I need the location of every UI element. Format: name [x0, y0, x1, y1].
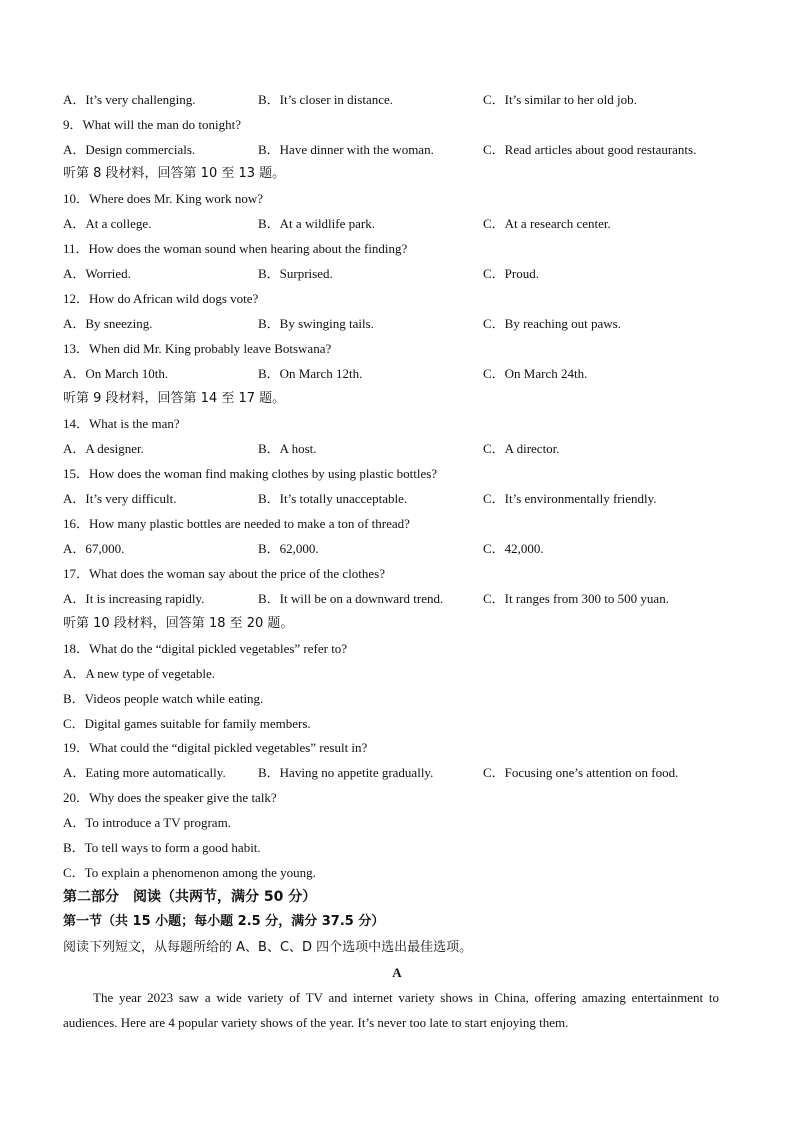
section-10-instruction: 听第 10 段材料，回答第 18 至 20 题。	[63, 616, 294, 631]
part-2-title: 第二部分 阅读（共两节，满分 50 分）	[63, 889, 317, 905]
q8-option-c: C．It’s similar to her old job.	[483, 92, 637, 107]
q15-option-a: A．It’s very difficult.	[63, 491, 177, 506]
q11-option-c: C．Proud.	[483, 266, 539, 281]
section-8-instruction: 听第 8 段材料，回答第 10 至 13 题。	[63, 166, 286, 181]
q16-option-b: B．62,000.	[258, 541, 319, 556]
q15-question: 15．How does the woman find making clothes by using plastic bottles?	[63, 466, 438, 481]
q10-option-b: B．At a wildlife park.	[258, 216, 375, 231]
q16-question: 16．How many plastic bottles are needed to make a ton of thread?	[63, 516, 410, 531]
q9-option-a: A．Design commercials.	[63, 142, 196, 157]
q13-option-c: C．On March 24th.	[483, 366, 588, 381]
q10-question: 10．Where does Mr. King work now?	[63, 191, 264, 206]
q18-option-b: B．Videos people watch while eating.	[63, 691, 264, 706]
q19-option-b: B．Having no appetite gradually.	[258, 765, 434, 780]
q16-option-c: C．42,000.	[483, 541, 544, 556]
section-1-title: 第一节（共 15 小题；每小题 2.5 分，满分 37.5 分）	[63, 914, 385, 929]
q14-question: 14．What is the man?	[63, 416, 180, 431]
q14-option-b: B．A host.	[258, 441, 317, 456]
passage-a-text: The year 2023 saw a wide variety of TV and internet variety shows in China, offering amazing entertainment to audiences. Here are 4 popular variety shows of the year. It’s never too late to start enjoying them.	[63, 990, 719, 1030]
q12-question: 12．How do African wild dogs vote?	[63, 291, 259, 306]
q14-option-a: A．A designer.	[63, 441, 144, 456]
q13-option-a: A．On March 10th.	[63, 366, 169, 381]
q14-option-c: C．A director.	[483, 441, 560, 456]
q9-option-c: C．Read articles about good restaurants.	[483, 142, 697, 157]
q17-question: 17．What does the woman say about the price of the clothes?	[63, 566, 386, 581]
q17-option-c: C．It ranges from 300 to 500 yuan.	[483, 591, 669, 606]
q10-option-a: A．At a college.	[63, 216, 152, 231]
q12-option-c: C．By reaching out paws.	[483, 316, 621, 331]
q12-option-a: A．By sneezing.	[63, 316, 153, 331]
q19-question: 19．What could the “digital pickled vegetables” result in?	[63, 740, 368, 755]
q18-question: 18．What do the “digital pickled vegetables” refer to?	[63, 641, 348, 656]
q13-question: 13．When did Mr. King probably leave Botswana?	[63, 341, 332, 356]
q20-option-b: B．To tell ways to form a good habit.	[63, 840, 261, 855]
q19-option-a: A．Eating more automatically.	[63, 765, 226, 780]
q18-option-a: A．A new type of vegetable.	[63, 666, 215, 681]
q12-option-b: B．By swinging tails.	[258, 316, 374, 331]
passage-label: A	[392, 965, 402, 980]
q10-option-c: C．At a research center.	[483, 216, 611, 231]
section-9-instruction: 听第 9 段材料，回答第 14 至 17 题。	[63, 391, 286, 406]
q17-option-a: A．It is increasing rapidly.	[63, 591, 205, 606]
q11-question: 11．How does the woman sound when hearing about the finding?	[63, 241, 408, 256]
q16-option-a: A．67,000.	[63, 541, 125, 556]
q20-option-c: C．To explain a phenomenon among the young.	[63, 865, 316, 880]
q15-option-b: B．It’s totally unacceptable.	[258, 491, 408, 506]
q11-option-a: A．Worried.	[63, 266, 131, 281]
q19-option-c: C．Focusing one’s attention on food.	[483, 765, 679, 780]
q9-question: 9．What will the man do tonight?	[63, 117, 241, 132]
q8-option-b: B．It’s closer in distance.	[258, 92, 394, 107]
q9-option-b: B．Have dinner with the woman.	[258, 142, 434, 157]
q15-option-c: C．It’s environmentally friendly.	[483, 491, 657, 506]
q17-option-b: B．It will be on a downward trend.	[258, 591, 444, 606]
q20-option-a: A．To introduce a TV program.	[63, 815, 231, 830]
q18-option-c: C．Digital games suitable for family members.	[63, 716, 311, 731]
reading-instruction: 阅读下列短文，从每题所给的 A、B、C、D 四个选项中选出最佳选项。	[63, 940, 473, 955]
q13-option-b: B．On March 12th.	[258, 366, 363, 381]
q11-option-b: B．Surprised.	[258, 266, 333, 281]
q8-option-a: A．It’s very challenging.	[63, 92, 196, 107]
q20-question: 20．Why does the speaker give the talk?	[63, 790, 277, 805]
